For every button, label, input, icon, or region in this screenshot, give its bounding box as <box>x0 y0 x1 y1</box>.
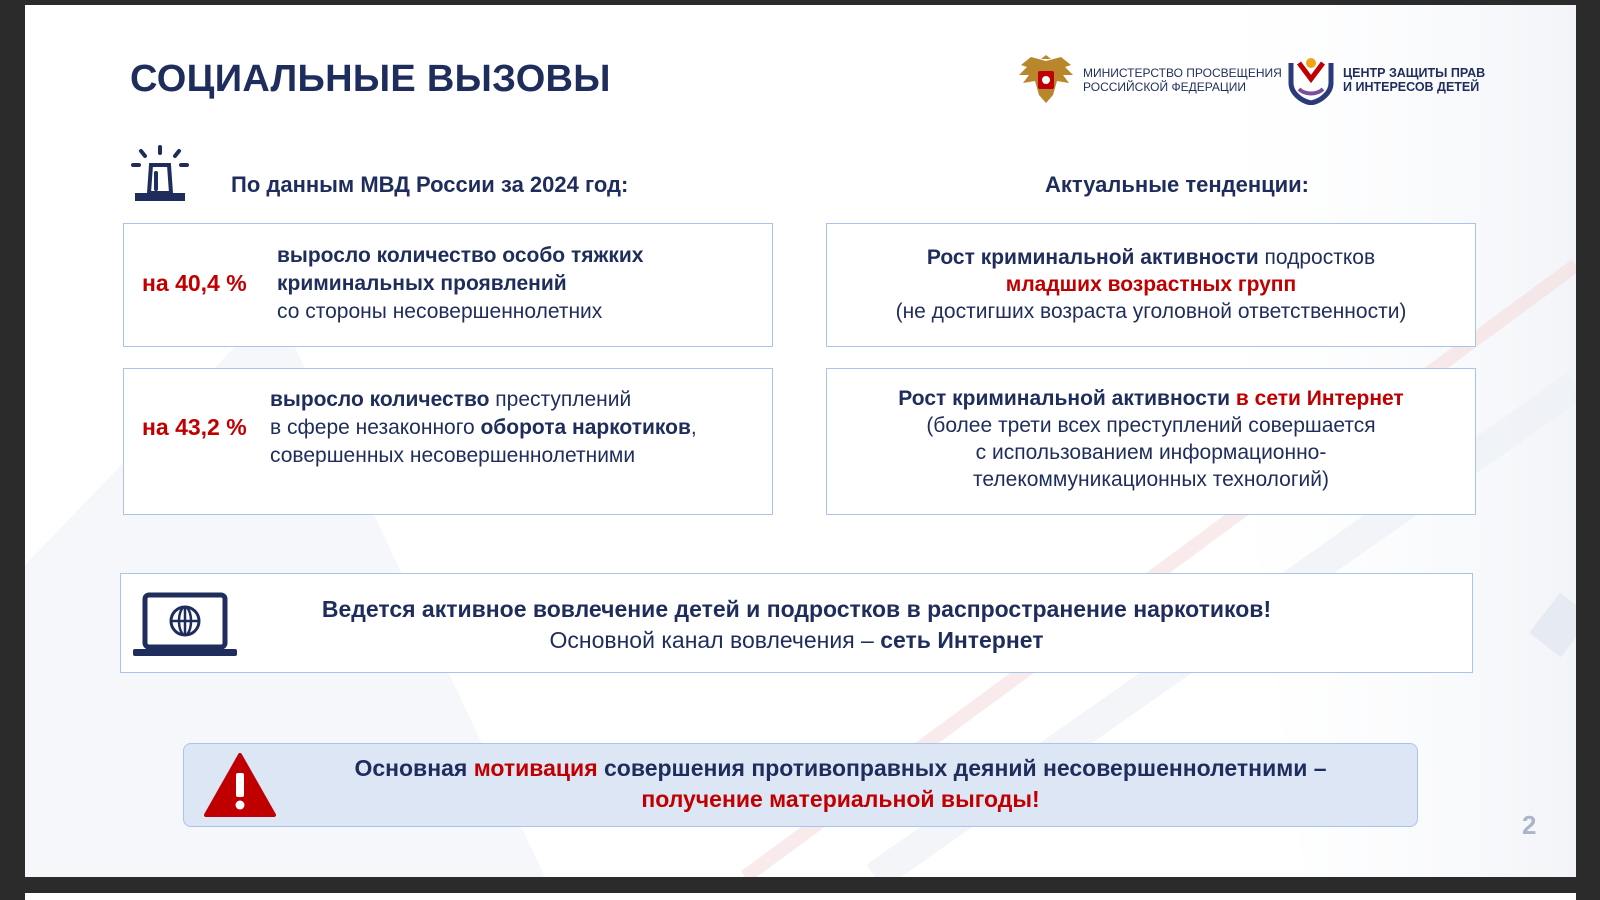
trend-line: телекоммуникационных технологий) <box>973 468 1329 491</box>
siren-icon <box>129 145 191 205</box>
page-title: СОЦИАЛЬНЫЕ ВЫЗОВЫ <box>130 58 611 100</box>
banner-bold-fragment: сеть Интернет <box>880 627 1044 653</box>
internet-banner <box>120 573 1473 673</box>
trend-box-younger-groups <box>826 223 1476 347</box>
trend-line: с использованием информационно- <box>975 441 1327 464</box>
stat-fragment: преступлений <box>489 388 632 411</box>
trend-fragment: подростков <box>1258 246 1376 269</box>
trend-line: (не достигших возраста уголовной ответственности) <box>895 300 1407 323</box>
trends-heading: Актуальные тенденции: <box>1045 172 1310 197</box>
stat-line: выросло количество особо тяжких <box>277 244 644 267</box>
alert-text <box>264 753 1417 815</box>
stat-fragment: , <box>690 416 697 439</box>
trend-line <box>827 244 1475 271</box>
stat-description <box>277 242 644 326</box>
alert-fragment: совершения противоправных деяний несовершеннолетними – <box>597 755 1327 781</box>
motivation-alert <box>183 743 1418 827</box>
stat-percent: на 43,2 % <box>142 414 247 440</box>
banner-fragment: Основной канал вовлечения – <box>549 627 881 653</box>
banner-text <box>241 594 1352 656</box>
trend-bold-fragment: Рост криминальной активности <box>926 246 1259 269</box>
stat-line: со стороны несовершеннолетних <box>277 300 603 323</box>
alert-red-fragment: мотивация <box>473 755 598 781</box>
stat-box-serious-crimes <box>123 223 773 347</box>
slide <box>25 5 1576 877</box>
center-logo <box>1287 55 1485 105</box>
mvd-heading: По данным МВД России за 2024 год: <box>231 172 629 197</box>
trend-description <box>827 385 1475 493</box>
stat-line <box>270 386 697 414</box>
next-slide-strip <box>25 893 1576 900</box>
trend-box-internet <box>826 368 1476 515</box>
stat-bold-fragment: выросло количество <box>270 388 490 411</box>
laptop-globe-icon <box>129 592 241 660</box>
stat-box-drug-crimes <box>123 368 773 515</box>
trend-red-line: младших возрастных групп <box>1005 273 1297 296</box>
stat-line: криминальных проявлений <box>277 272 567 295</box>
ministry-emblem-icon <box>1017 55 1075 105</box>
banner-headline: Ведется активное вовлечение детей и подростков в распространение наркотиков! <box>321 596 1272 622</box>
stat-description <box>270 386 697 470</box>
center-logo-icon <box>1287 55 1335 105</box>
alert-line <box>264 753 1417 784</box>
stat-fragment: в сфере незаконного <box>270 416 481 439</box>
banner-subline <box>241 625 1352 656</box>
stat-line <box>270 414 697 442</box>
alert-fragment: Основная <box>354 755 474 781</box>
center-name: ЦЕНТР ЗАЩИТЫ ПРАВ И ИНТЕРЕСОВ ДЕТЕЙ <box>1343 66 1486 94</box>
trend-line <box>827 385 1475 412</box>
page-number: 2 <box>1522 810 1537 840</box>
stat-line: совершенных несовершеннолетними <box>270 444 636 467</box>
stat-percent: на 40,4 % <box>142 270 247 296</box>
trend-red-fragment: в сети Интернет <box>1235 387 1404 410</box>
ministry-logo <box>1017 55 1282 105</box>
ministry-name: МИНИСТЕРСТВО ПРОСВЕЩЕНИЯ РОССИЙСКОЙ ФЕДЕРАЦИИ <box>1083 66 1282 94</box>
alert-red-line: получение материальной выгоды! <box>641 786 1040 812</box>
trend-line: (более трети всех преступлений совершается <box>926 414 1376 437</box>
stat-bold-fragment: оборота наркотиков <box>480 416 691 439</box>
trend-description <box>827 244 1475 325</box>
trend-bold-fragment: Рост криминальной активности <box>898 387 1236 410</box>
